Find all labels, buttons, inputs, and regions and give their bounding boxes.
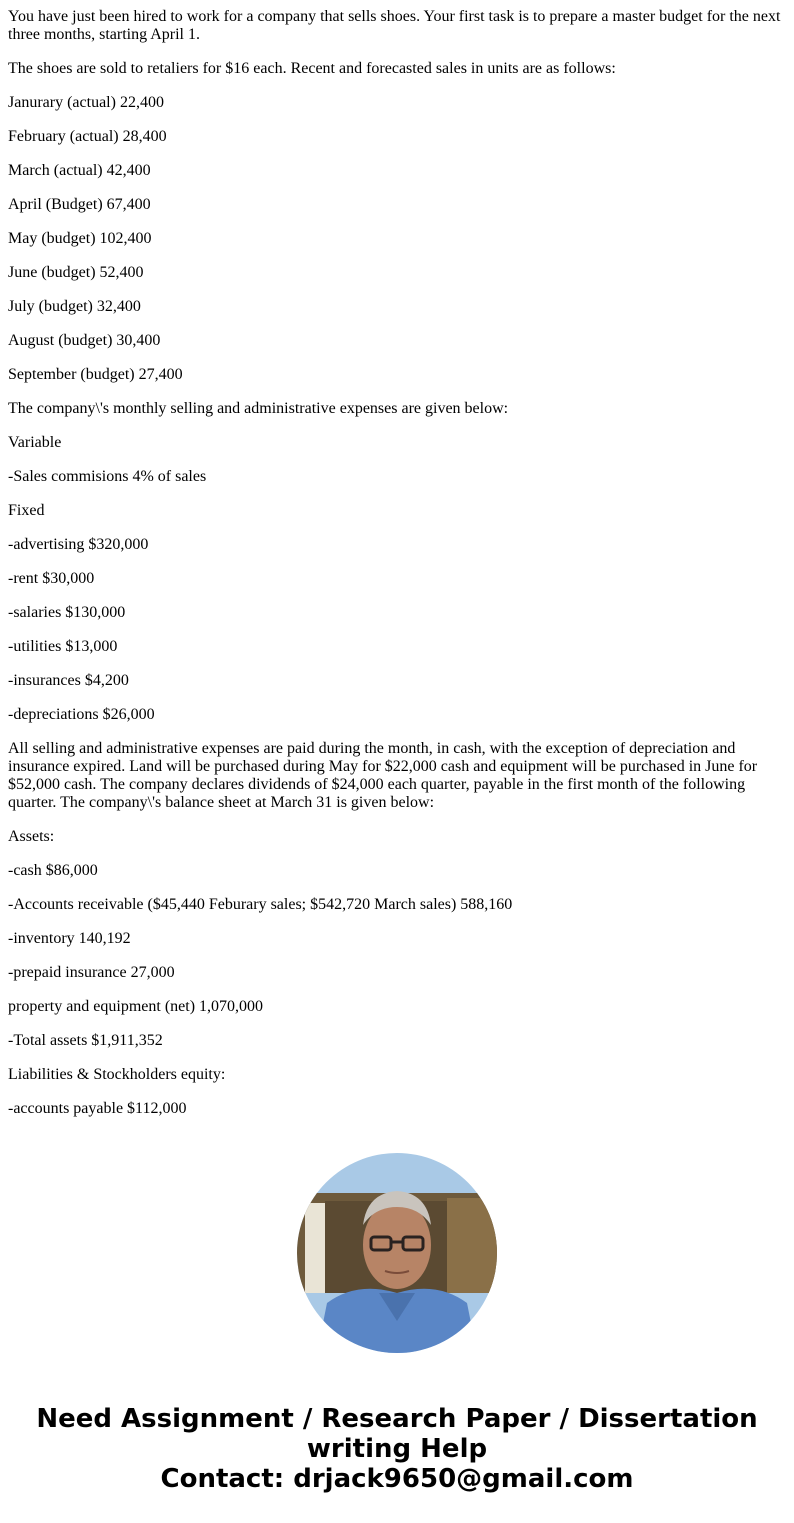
sales-june: June (budget) 52,400 [8,264,144,281]
fixed-heading: Fixed [8,502,45,519]
sales-march: March (actual) 42,400 [8,162,151,179]
sales-april: April (Budget) 67,400 [8,196,151,213]
liabilities-heading: Liabilities & Stockholders equity: [8,1066,226,1083]
banner-line-2: writing Help [306,1434,488,1464]
sales-september: September (budget) 27,400 [8,366,183,383]
banner-line-1: Need Assignment / Research Paper / Dissertation [36,1404,758,1434]
details-paragraph: All selling and administrative expenses are paid during the month, in cash, with the exception of depreciation and insurance expired. Land will be purchased during May for $22,000 cash and equipment will be purchased in June for $52,000 cash. The company declares dividends of $24,000 each quarter, payable in the first month of the following quarter. The company\'s balance sheet at March 31 is given below: [8,740,758,811]
expenses-intro: The company\'s monthly selling and administrative expenses are given below: [8,400,509,417]
sales-august: August (budget) 30,400 [8,332,161,349]
expense-depreciations: -depreciations $26,000 [8,706,155,723]
person-photo-icon [297,1153,497,1353]
sales-may: May (budget) 102,400 [8,230,152,247]
intro-paragraph: You have just been hired to work for a company that sells shoes. Your first task is to prepare a master budget for the next three months, starting April 1. [8,8,781,43]
asset-total: -Total assets $1,911,352 [8,1032,163,1049]
expense-commissions: -Sales commisions 4% of sales [8,468,207,485]
sales-january: Janurary (actual) 22,400 [8,94,164,111]
sales-february: February (actual) 28,400 [8,128,167,145]
asset-property: property and equipment (net) 1,070,000 [8,998,264,1015]
expense-utilities: -utilities $13,000 [8,638,118,655]
variable-heading: Variable [8,434,62,451]
asset-cash: -cash $86,000 [8,862,98,879]
banner-contact-email[interactable]: Contact: drjack9650@gmail.com [160,1464,634,1494]
liability-accounts-payable: -accounts payable $112,000 [8,1100,187,1117]
expense-advertising: -advertising $320,000 [8,536,149,553]
expense-salaries: -salaries $130,000 [8,604,126,621]
asset-prepaid-insurance: -prepaid insurance 27,000 [8,964,175,981]
expense-rent: -rent $30,000 [8,570,95,587]
expense-insurances: -insurances $4,200 [8,672,129,689]
price-paragraph: The shoes are sold to retaliers for $16 each. Recent and forecasted sales in units are as follows: [8,60,616,77]
asset-inventory: -inventory 140,192 [8,930,131,947]
avatar [297,1153,497,1353]
sales-july: July (budget) 32,400 [8,298,141,315]
assets-heading: Assets: [8,828,55,845]
contact-banner [0,1404,794,1494]
asset-receivable: -Accounts receivable ($45,440 Feburary sales; $542,720 March sales) 588,160 [8,896,513,913]
